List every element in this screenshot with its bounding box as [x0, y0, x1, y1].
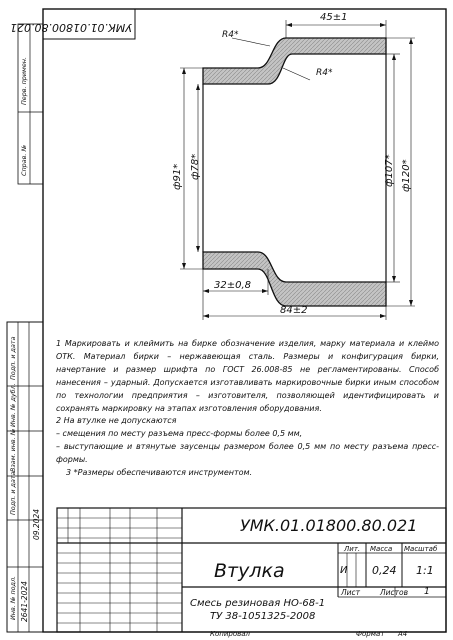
masshtab-label: Масштаб	[404, 545, 438, 553]
sleeve-outline	[203, 54, 386, 282]
dim-dia-107: ф107*	[384, 154, 395, 187]
dim-dia-91: ф91*	[172, 163, 183, 190]
material-line-2: ТУ 38-1051325-2008	[210, 611, 316, 622]
label-date-2: 2641-2024	[20, 581, 29, 622]
dim-dia-120: ф120*	[401, 159, 412, 192]
massa-value: 0,24	[372, 564, 397, 577]
label-inv-dubl: Инв. № дубл.	[9, 383, 17, 427]
sleeve-section-bottom	[203, 252, 386, 306]
part-name: Втулка	[214, 560, 285, 582]
material-line-1: Смесь резиновая НО-68-1	[190, 598, 326, 609]
masshtab-value: 1:1	[416, 564, 434, 577]
dim-length-84: 84±2	[280, 305, 308, 316]
label-podp-data-2: Подп. и дата	[9, 471, 17, 515]
label-vzam-inv: Взам. инв. №	[9, 428, 17, 472]
lit-label: Лит.	[344, 545, 361, 553]
dim-radius-mid: R4*	[316, 68, 333, 78]
dimension-lines	[180, 20, 415, 320]
left-strip	[7, 24, 43, 632]
list-label: Лист	[341, 588, 361, 597]
lit-value: И	[340, 565, 348, 576]
dim-length-45: 45±1	[320, 12, 348, 23]
dim-radius-top: R4*	[222, 30, 239, 40]
label-inv-podl: Инв. № подл.	[9, 575, 17, 620]
label-date-1: 09.2024	[32, 508, 41, 540]
note-2: 2 На втулке не допускаются	[56, 416, 177, 426]
sleeve-section-top	[203, 38, 386, 84]
kopiroval-label: Копировал	[210, 630, 250, 638]
format-value: А4	[398, 630, 408, 638]
technical-notes	[56, 338, 439, 480]
dim-length-32: 32±0,8	[214, 280, 252, 291]
label-sprav: Справ. №	[20, 144, 28, 176]
label-perv-primen: Перв. примен.	[20, 57, 28, 105]
note-2a: – смещения по месту разъема пресс-формы более 0,5 мм,	[56, 429, 303, 439]
designation: УМК.01.01800.80.021	[240, 516, 418, 535]
dim-dia-78: ф78*	[190, 153, 201, 180]
note-3: 3 *Размеры обеспечиваются инструментом.	[66, 468, 253, 478]
label-podp-data-1: Подп. и дата	[9, 336, 17, 380]
massa-label: Масса	[370, 545, 393, 553]
top-stamp-text: УМК.01.01800.80.021	[10, 21, 132, 34]
note-2b: – выступающие и втянутые заусенцы размером более 0,5 мм по месту разъема пресс-формы.	[56, 442, 439, 465]
listov-value: 1	[424, 587, 430, 597]
dimension-arrows	[182, 23, 413, 318]
format-label: Формат	[356, 630, 385, 638]
note-1: 1 Маркировать и клеймить на бирке обозначение изделия, марку материала и клеймо ОТК. Материал бирки – нержавеющая сталь. Размеры и конфигурация бирки, начертание и размер шрифта по ГОСТ 26.008-85 не регламентированы. Способ нанесения – ударный. Допускается изготавливать маркировочные бирки иным способом по технологии предприятия – изготовителя, позволяющей идентифицировать и сохранять маркировку на этапах изготовления оборудования.	[56, 339, 439, 413]
listov-label: Листов	[380, 588, 409, 597]
